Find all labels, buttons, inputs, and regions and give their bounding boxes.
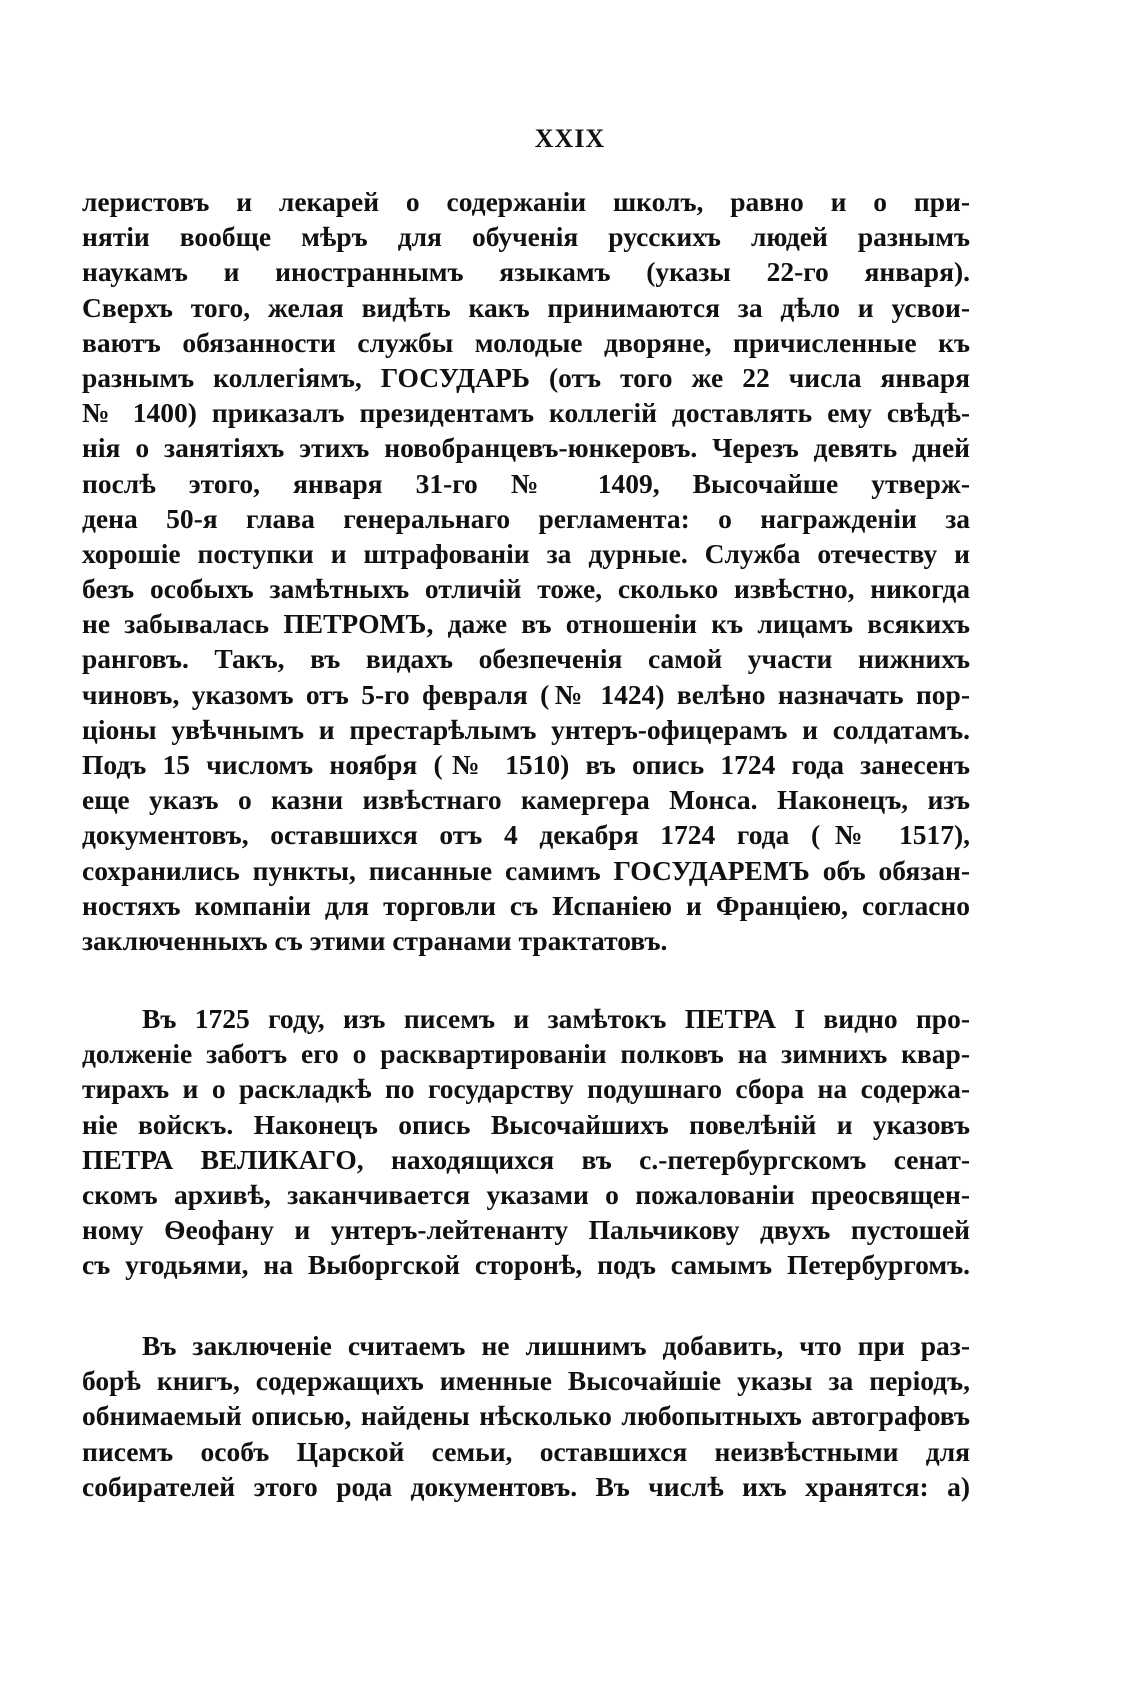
- text-line: еще указъ о казни извѣстнаго камергера Монса. Наконецъ, изъ: [82, 784, 970, 816]
- text-line: сохранились пункты, писанные самимъ ГОСУДАРЕМЪ объ обязан-: [82, 854, 970, 886]
- text-line: собирателей этого рода документовъ. Въ числѣ ихъ хранятся: а): [82, 1470, 970, 1502]
- text-line: леристовъ и лекарей о содержанiи школъ, равно и о при-: [82, 186, 970, 217]
- paragraph-2: [82, 1001, 970, 1283]
- text-line: ностяхъ компанiи для торговли съ Испанiею и Францiею, согласно: [82, 889, 970, 921]
- text-line: заключенныхъ съ этими странами трактатовъ.: [82, 924, 668, 956]
- text-line: наукамъ и иностраннымъ языкамъ (указы 22-го января).: [82, 256, 970, 288]
- text-line: не забывалась ПЕТРОМЪ, даже въ отношенiи къ лицамъ всякихъ: [82, 608, 970, 640]
- text-line: долженiе заботъ его о расквартированiи полковъ на зимнихъ квар-: [82, 1038, 970, 1070]
- text-line: послѣ этого, января 31-го № 1409, Высочайше утверж-: [82, 467, 970, 499]
- text-line: Подъ 15 числомъ ноября (№ 1510) въ опись 1724 года занесенъ: [82, 749, 970, 780]
- text-line: Въ 1725 году, изъ писемъ и замѣтокъ ПЕТРА I видно про-: [142, 1003, 970, 1034]
- text-line: ранговъ. Такъ, въ видахъ обезпеченiя самой участи нижнихъ: [82, 643, 970, 675]
- text-line: ПЕТРА ВЕЛИКАГО, находящихся въ с.-петербургскомъ сенат-: [82, 1143, 970, 1175]
- text-line: разнымъ коллегiямъ, ГОСУДАРЬ (отъ того же 22 числа января: [82, 361, 970, 393]
- text-line: ваютъ обязанности службы молодые дворяне, причисленные къ: [82, 326, 970, 358]
- text-line: Въ заключенiе считаемъ не лишнимъ добавить, что при раз-: [142, 1330, 970, 1361]
- text-line: съ угодьями, на Выборгской сторонѣ, подъ самымъ Петербургомъ.: [82, 1249, 970, 1281]
- text-line: обнимаемый описью, найдены нѣсколько любопытныхъ автографовъ: [82, 1400, 970, 1432]
- text-line: тирахъ и о раскладкѣ по государству подушнаго сбора на содержа-: [82, 1073, 970, 1105]
- text-line: Сверхъ того, желая видѣть какъ принимаются за дѣло и усвои-: [82, 291, 970, 323]
- text-line: писемъ особъ Царской семьи, оставшихся неизвѣстными для: [82, 1435, 970, 1467]
- text-line: нiя о занятiяхъ этихъ новобранцевъ-юнкеровъ. Черезъ девять дней: [82, 432, 970, 464]
- text-line: дена 50-я глава генеральнаго регламента: о награжденiи за: [82, 502, 970, 534]
- text-line: скомъ архивѣ, заканчивается указами о пожалованiи преосвящен-: [82, 1178, 970, 1210]
- text-line: безъ особыхъ замѣтныхъ отличiй тоже, сколько извѣстно, никогда: [82, 573, 970, 605]
- text-line: нiе войскъ. Наконецъ опись Высочайшихъ повелѣнiй и указовъ: [82, 1108, 970, 1140]
- text-line: ному Ѳеофану и унтеръ-лейтенанту Пальчикову двухъ пустошей: [82, 1214, 970, 1246]
- text-line: борѣ книгъ, содержащихъ именные Высочайшiе указы за перiодъ,: [82, 1365, 970, 1397]
- text-line: № 1400) приказалъ президентамъ коллегiй доставлять ему свѣдѣ-: [82, 397, 970, 429]
- text-line: нятiи вообще мѣръ для обученiя русскихъ людей разнымъ: [82, 221, 970, 253]
- page-number: XXIX: [534, 124, 606, 153]
- text-line: чиновъ, указомъ отъ 5-го февраля (№ 1424) велѣно назначать пор-: [82, 678, 970, 710]
- text-line: документовъ, оставшихся отъ 4 декабря 1724 года (№ 1517),: [82, 819, 970, 851]
- text-line: хорошiе поступки и штрафованiи за дурные. Служба отечеству и: [82, 537, 970, 569]
- paragraph-1: [82, 184, 970, 958]
- paragraph-3: [82, 1328, 970, 1504]
- text-line: цiоны увѣчнымъ и престарѣлымъ унтеръ-офицерамъ и солдатамъ.: [82, 713, 970, 745]
